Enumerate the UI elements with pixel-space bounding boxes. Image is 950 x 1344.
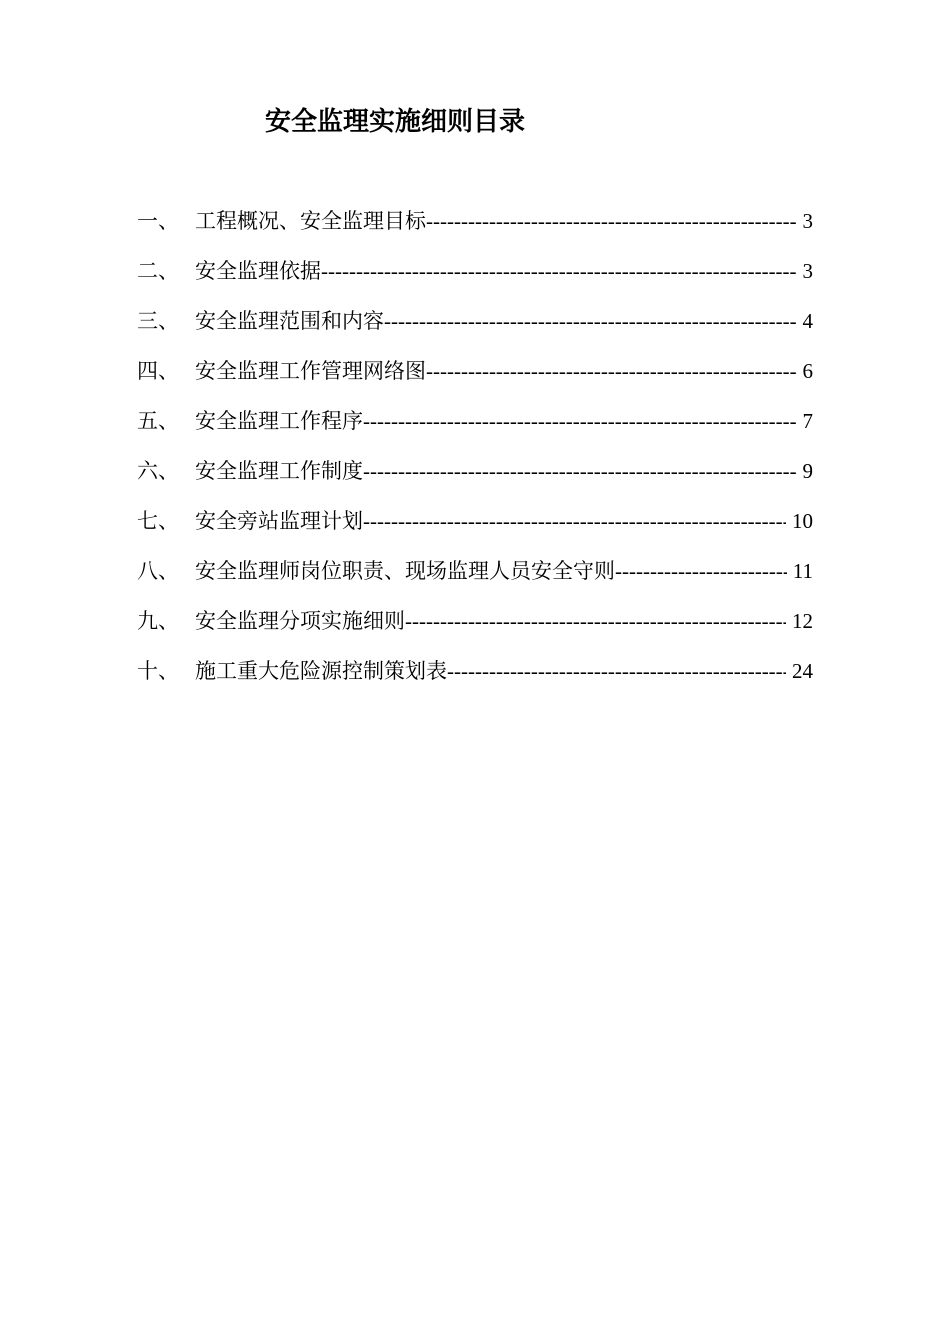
toc-dot-leader (426, 196, 797, 246)
toc-entry[interactable] (137, 396, 813, 446)
toc-entry-page: 3 (802, 209, 813, 233)
toc-entry-page: 9 (802, 459, 813, 483)
toc-dot-leader (405, 596, 786, 646)
toc-dot-leader (321, 246, 797, 296)
toc-entry-page: 3 (802, 259, 813, 283)
toc-entry-page: 7 (802, 409, 813, 433)
toc-entry-title: 施工重大危险源控制策划表 (195, 659, 447, 683)
toc-dot-leader (363, 446, 797, 496)
toc-entry-number: 五、 (137, 409, 179, 433)
toc-entry[interactable] (137, 196, 813, 246)
toc-entry-title: 安全监理分项实施细则 (195, 609, 405, 633)
toc-entry-number: 二、 (137, 259, 179, 283)
toc-entry[interactable] (137, 596, 813, 646)
toc-entry-number: 一、 (137, 209, 179, 233)
toc-entry-number: 三、 (137, 309, 179, 333)
toc-entry[interactable] (137, 646, 813, 696)
toc-entry-title: 安全监理工作制度 (195, 459, 363, 483)
document-title: 安全监理实施细则目录 (265, 107, 526, 137)
toc-entry-title: 安全监理工作程序 (195, 409, 363, 433)
toc-entry[interactable] (137, 296, 813, 346)
toc-entry-title: 工程概况、安全监理目标 (195, 209, 426, 233)
toc-entry-title: 安全监理工作管理网络图 (195, 359, 426, 383)
toc-dot-leader (363, 396, 797, 446)
toc-entry-title: 安全监理依据 (195, 259, 321, 283)
toc-dot-leader (426, 346, 797, 396)
toc-entry-number: 九、 (137, 609, 179, 633)
toc-entry-number: 六、 (137, 459, 179, 483)
toc-entry-title: 安全监理师岗位职责、现场监理人员安全守则 (195, 559, 615, 583)
toc-entry-title: 安全旁站监理计划 (195, 509, 363, 533)
toc-entry-page: 12 (792, 609, 813, 633)
toc-entry[interactable] (137, 446, 813, 496)
toc-entry-number: 八、 (137, 559, 179, 583)
toc-entry-page: 6 (802, 359, 813, 383)
toc-entry-number: 七、 (137, 509, 179, 533)
toc-dot-leader (363, 496, 786, 546)
toc-dot-leader (384, 296, 797, 346)
toc-entry-number: 四、 (137, 359, 179, 383)
toc-entry[interactable] (137, 346, 813, 396)
toc-entry[interactable] (137, 496, 813, 546)
toc-dot-leader (447, 646, 786, 696)
toc-entry-page: 10 (792, 509, 813, 533)
toc-entry-title: 安全监理范围和内容 (195, 309, 384, 333)
toc-entry-page: 11 (792, 559, 813, 583)
toc-entry-page: 4 (802, 309, 813, 333)
toc-entry[interactable] (137, 246, 813, 296)
toc-entry-number: 十、 (137, 659, 179, 683)
toc-entry-page: 24 (792, 659, 813, 683)
table-of-contents (137, 196, 813, 696)
toc-dot-leader (615, 546, 787, 596)
toc-entry[interactable] (137, 546, 813, 596)
